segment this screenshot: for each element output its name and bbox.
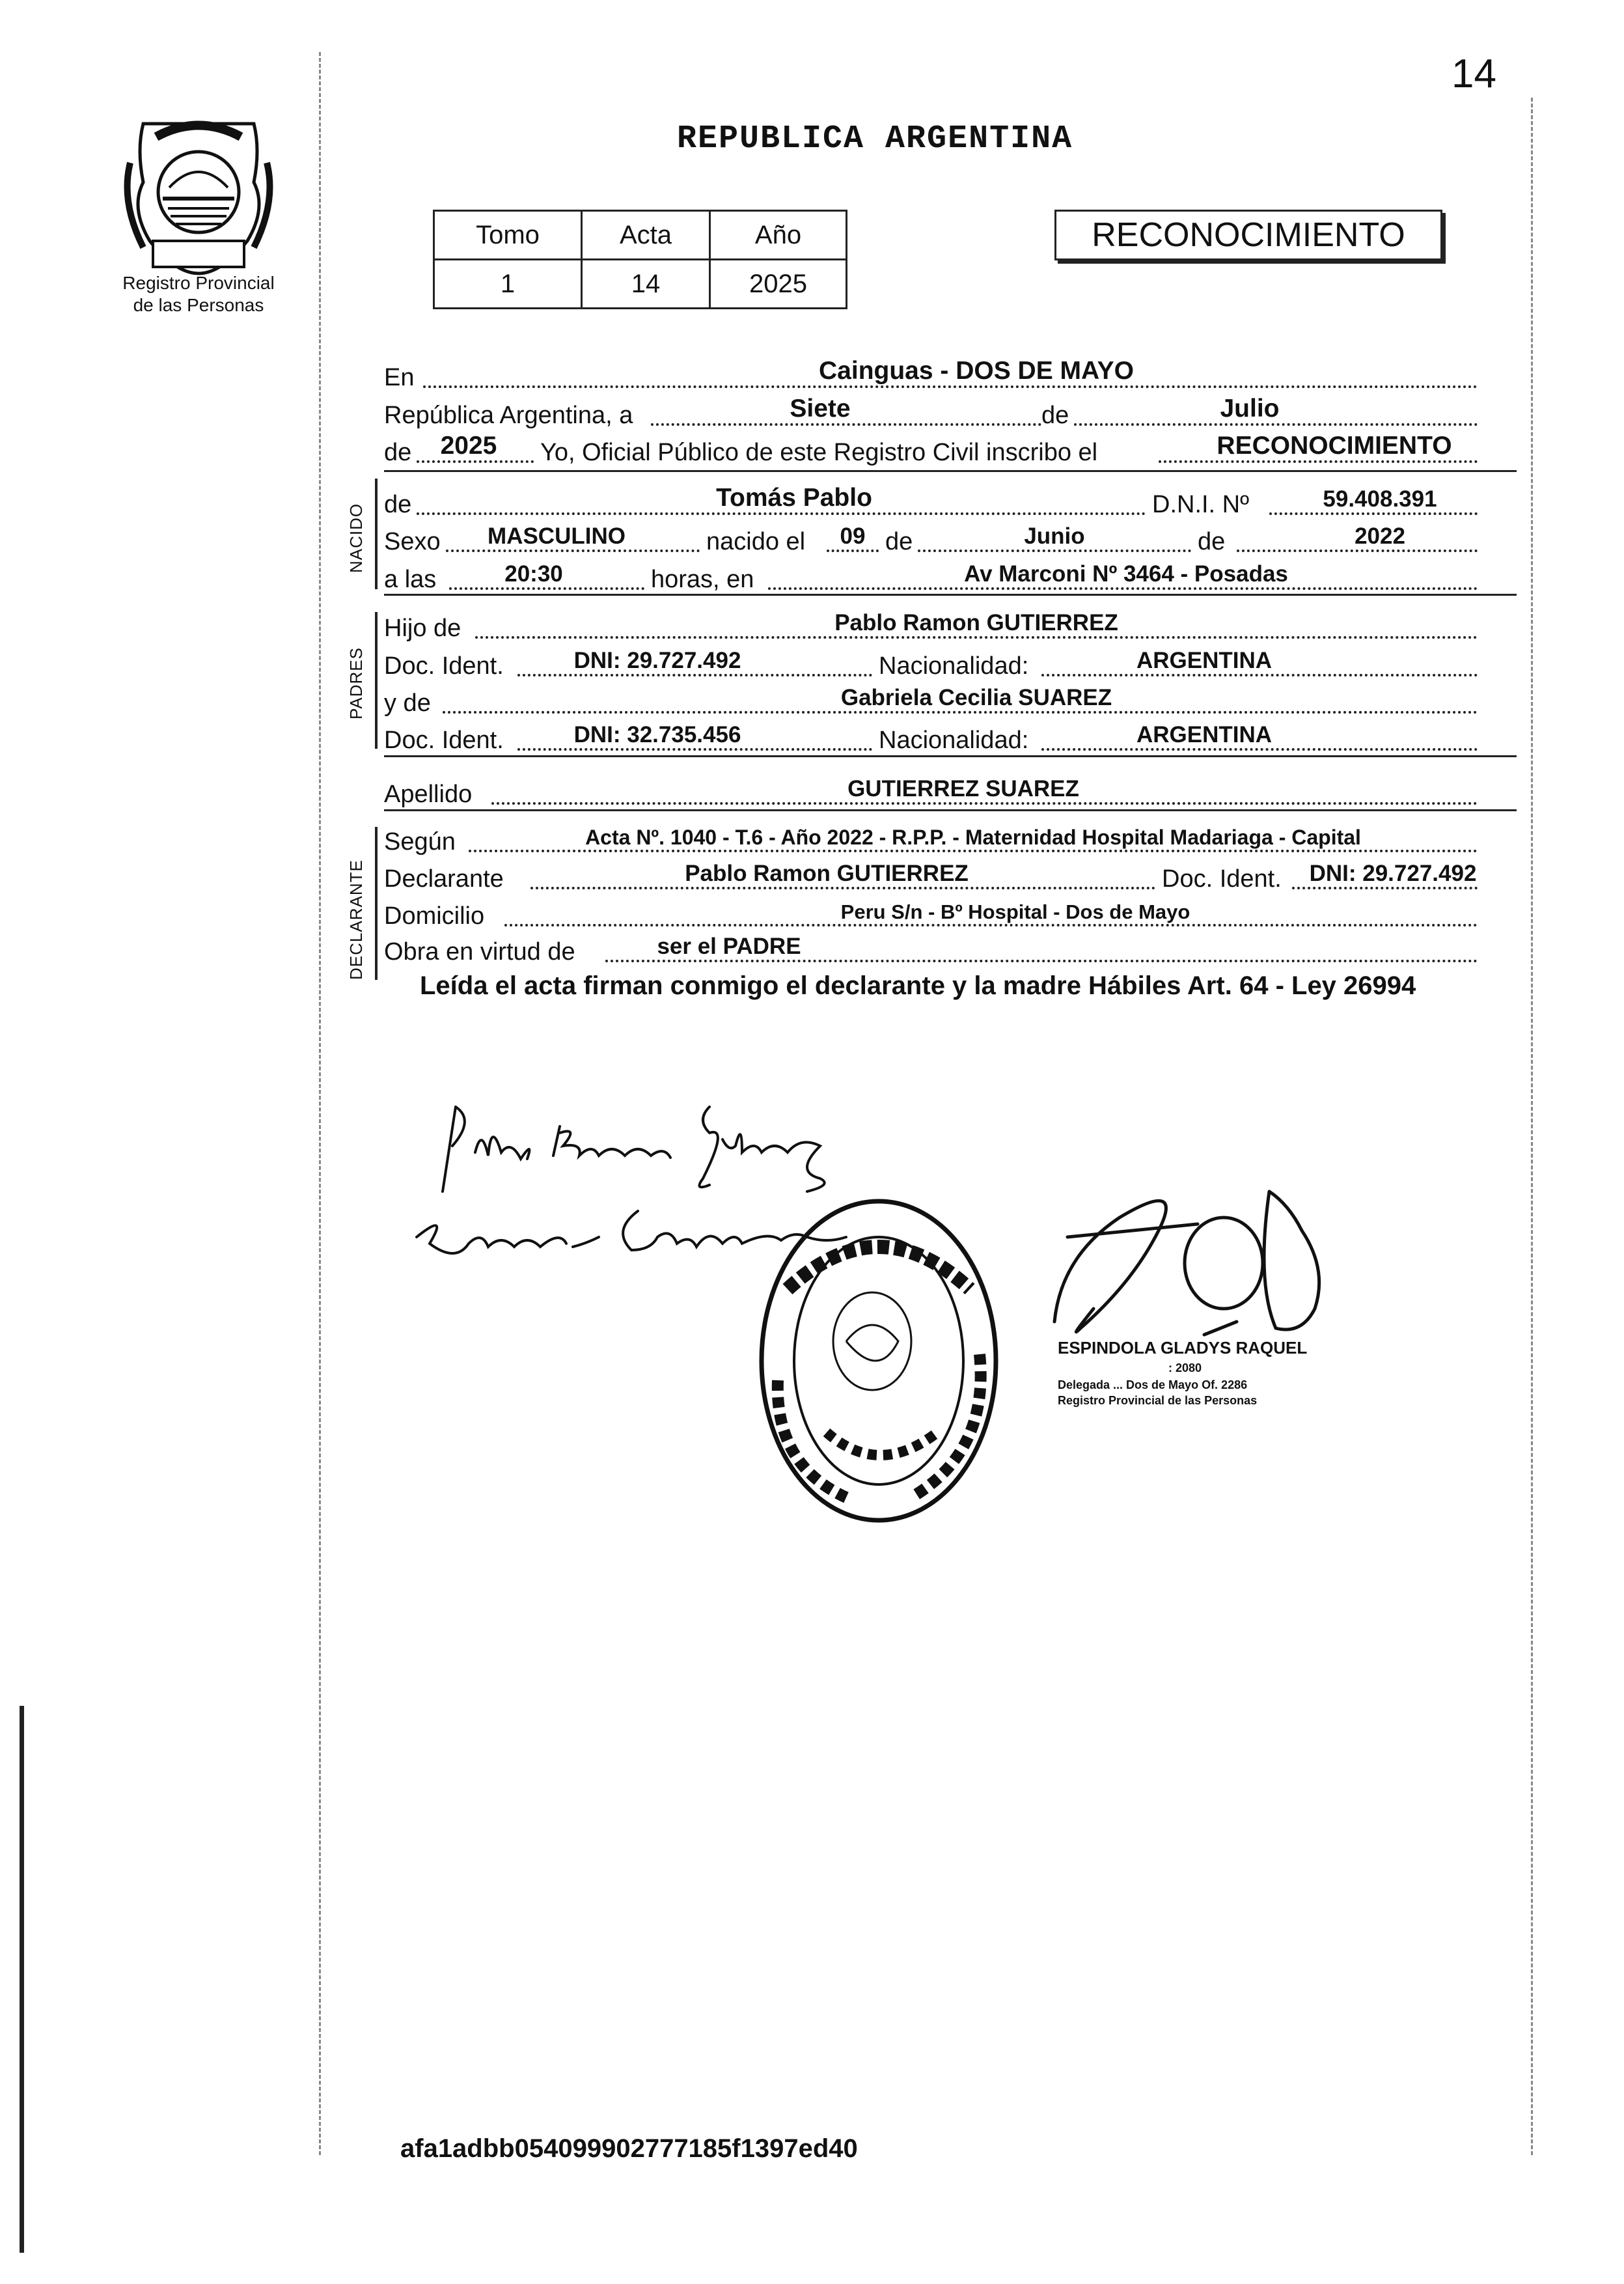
officer-stamp: ESPINDOLA GLADYS RAQUEL : 2080 Delegada ... Dos de Mayo Of. 2286 Registro Provincial de las Personas bbox=[1058, 1338, 1308, 1407]
scan-edge-line bbox=[20, 1706, 24, 2253]
madre-nacionalidad: ARGENTINA bbox=[1136, 722, 1273, 747]
act-type-box: RECONOCIMIENTO bbox=[1054, 210, 1442, 260]
official-seal bbox=[749, 1191, 1009, 1530]
sexo-value: MASCULINO bbox=[488, 523, 626, 549]
nombre-value: Tomás Pablo bbox=[716, 484, 872, 512]
dia-value: Siete bbox=[790, 395, 851, 423]
apellido-value: GUTIERREZ SUAREZ bbox=[847, 776, 1079, 801]
segun-value: Acta Nº. 1040 - T.6 - Año 2022 - R.P.P. - Maternidad Hospital Madariaga - Capital bbox=[585, 826, 1361, 849]
row-segun: Según Acta Nº. 1040 - T.6 - Año 2022 - R.P.P. - Maternidad Hospital Madariaga - Capital bbox=[384, 822, 1504, 859]
anio-header: Año bbox=[710, 211, 847, 260]
document-hash: afa1adbb054099902777185f1397ed40 bbox=[400, 2134, 858, 2163]
acta-value: 14 bbox=[582, 260, 710, 309]
padre-value: Pablo Ramon GUTIERREZ bbox=[834, 610, 1118, 635]
anio-value: 2025 bbox=[710, 260, 847, 309]
padre-nacionalidad: ARGENTINA bbox=[1136, 648, 1273, 673]
left-margin-line bbox=[319, 52, 321, 2155]
misiones-emblem bbox=[117, 111, 280, 280]
row-padre-doc: Doc. Ident. DNI: 29.727.492 Nacionalidad: ARGENTINA bbox=[384, 647, 1504, 683]
acta-table bbox=[433, 210, 847, 309]
right-margin-line bbox=[1531, 98, 1533, 2155]
section-declarante: DECLARANTE bbox=[346, 859, 366, 980]
row-oficial: de 2025 Yo, Oficial Público de este Registro Civil inscribo el RECONOCIMIENTO bbox=[384, 433, 1504, 469]
madre-value: Gabriela Cecilia SUAREZ bbox=[840, 685, 1112, 710]
row-madre: y de Gabriela Cecilia SUAREZ bbox=[384, 684, 1504, 720]
section-padres: PADRES bbox=[346, 647, 366, 719]
row-obra: Obra en virtud de ser el PADRE bbox=[384, 932, 1504, 969]
domicilio-value: Peru S/n - Bº Hospital - Dos de Mayo bbox=[840, 900, 1190, 923]
row-madre-doc: Doc. Ident. DNI: 32.735.456 Nacionalidad: ARGENTINA bbox=[384, 721, 1504, 757]
row-domicilio: Domicilio Peru S/n - Bº Hospital - Dos de Mayo bbox=[384, 897, 1504, 933]
row-fecha: República Argentina, a Siete de Julio bbox=[384, 396, 1504, 432]
lugar-registro: Cainguas - DOS DE MAYO bbox=[819, 357, 1134, 385]
nac-dia: 09 bbox=[840, 523, 866, 549]
anio-acta-value: 2025 bbox=[440, 432, 497, 460]
declarante-dni: DNI: 29.727.492 bbox=[1309, 861, 1477, 886]
acta-header: Acta bbox=[582, 211, 710, 260]
obra-value: ser el PADRE bbox=[657, 934, 801, 959]
section-nacido: NACIDO bbox=[346, 503, 366, 573]
dni-value: 59.408.391 bbox=[1323, 486, 1437, 512]
mes-value: Julio bbox=[1220, 395, 1280, 423]
tipo-value: RECONOCIMIENTO bbox=[1217, 432, 1452, 460]
officer-name: ESPINDOLA GLADYS RAQUEL bbox=[1058, 1338, 1308, 1358]
registry-label: Registro Provincial de las Personas bbox=[122, 273, 275, 315]
row-declarante: Declarante Pablo Ramon GUTIERREZ Doc. Ident. DNI: 29.727.492 bbox=[384, 859, 1504, 896]
row-en: En Cainguas - DOS DE MAYO bbox=[384, 358, 1504, 395]
page-number: 14 bbox=[1452, 51, 1496, 96]
closing-statement: Leída el acta firman conmigo el declarante y la madre Hábiles Art. 64 - Ley 26994 bbox=[420, 971, 1416, 1000]
row-sexo: Sexo MASCULINO nacido el 09 de Junio de 2022 bbox=[384, 522, 1504, 559]
row-apellido: Apellido GUTIERREZ SUAREZ bbox=[384, 775, 1504, 811]
hora-value: 20:30 bbox=[504, 561, 563, 587]
row-padre: Hijo de Pablo Ramon GUTIERREZ bbox=[384, 609, 1504, 645]
nac-mes: Junio bbox=[1024, 523, 1085, 549]
madre-dni: DNI: 32.735.456 bbox=[573, 722, 741, 747]
padre-dni: DNI: 29.727.492 bbox=[573, 648, 741, 673]
officer-signature bbox=[1041, 1178, 1341, 1348]
document-title: REPUBLICA ARGENTINA bbox=[677, 120, 1073, 158]
nac-anio: 2022 bbox=[1355, 523, 1405, 549]
row-hora: a las 20:30 horas, en Av Marconi Nº 3464 - Posadas bbox=[384, 560, 1504, 596]
row-nombre: de Tomás Pablo D.N.I. Nº 59.408.391 bbox=[384, 485, 1504, 522]
lugar-nacimiento: Av Marconi Nº 3464 - Posadas bbox=[964, 561, 1288, 587]
tomo-value: 1 bbox=[434, 260, 582, 309]
declarante-value: Pablo Ramon GUTIERREZ bbox=[685, 861, 969, 886]
tomo-header: Tomo bbox=[434, 211, 582, 260]
